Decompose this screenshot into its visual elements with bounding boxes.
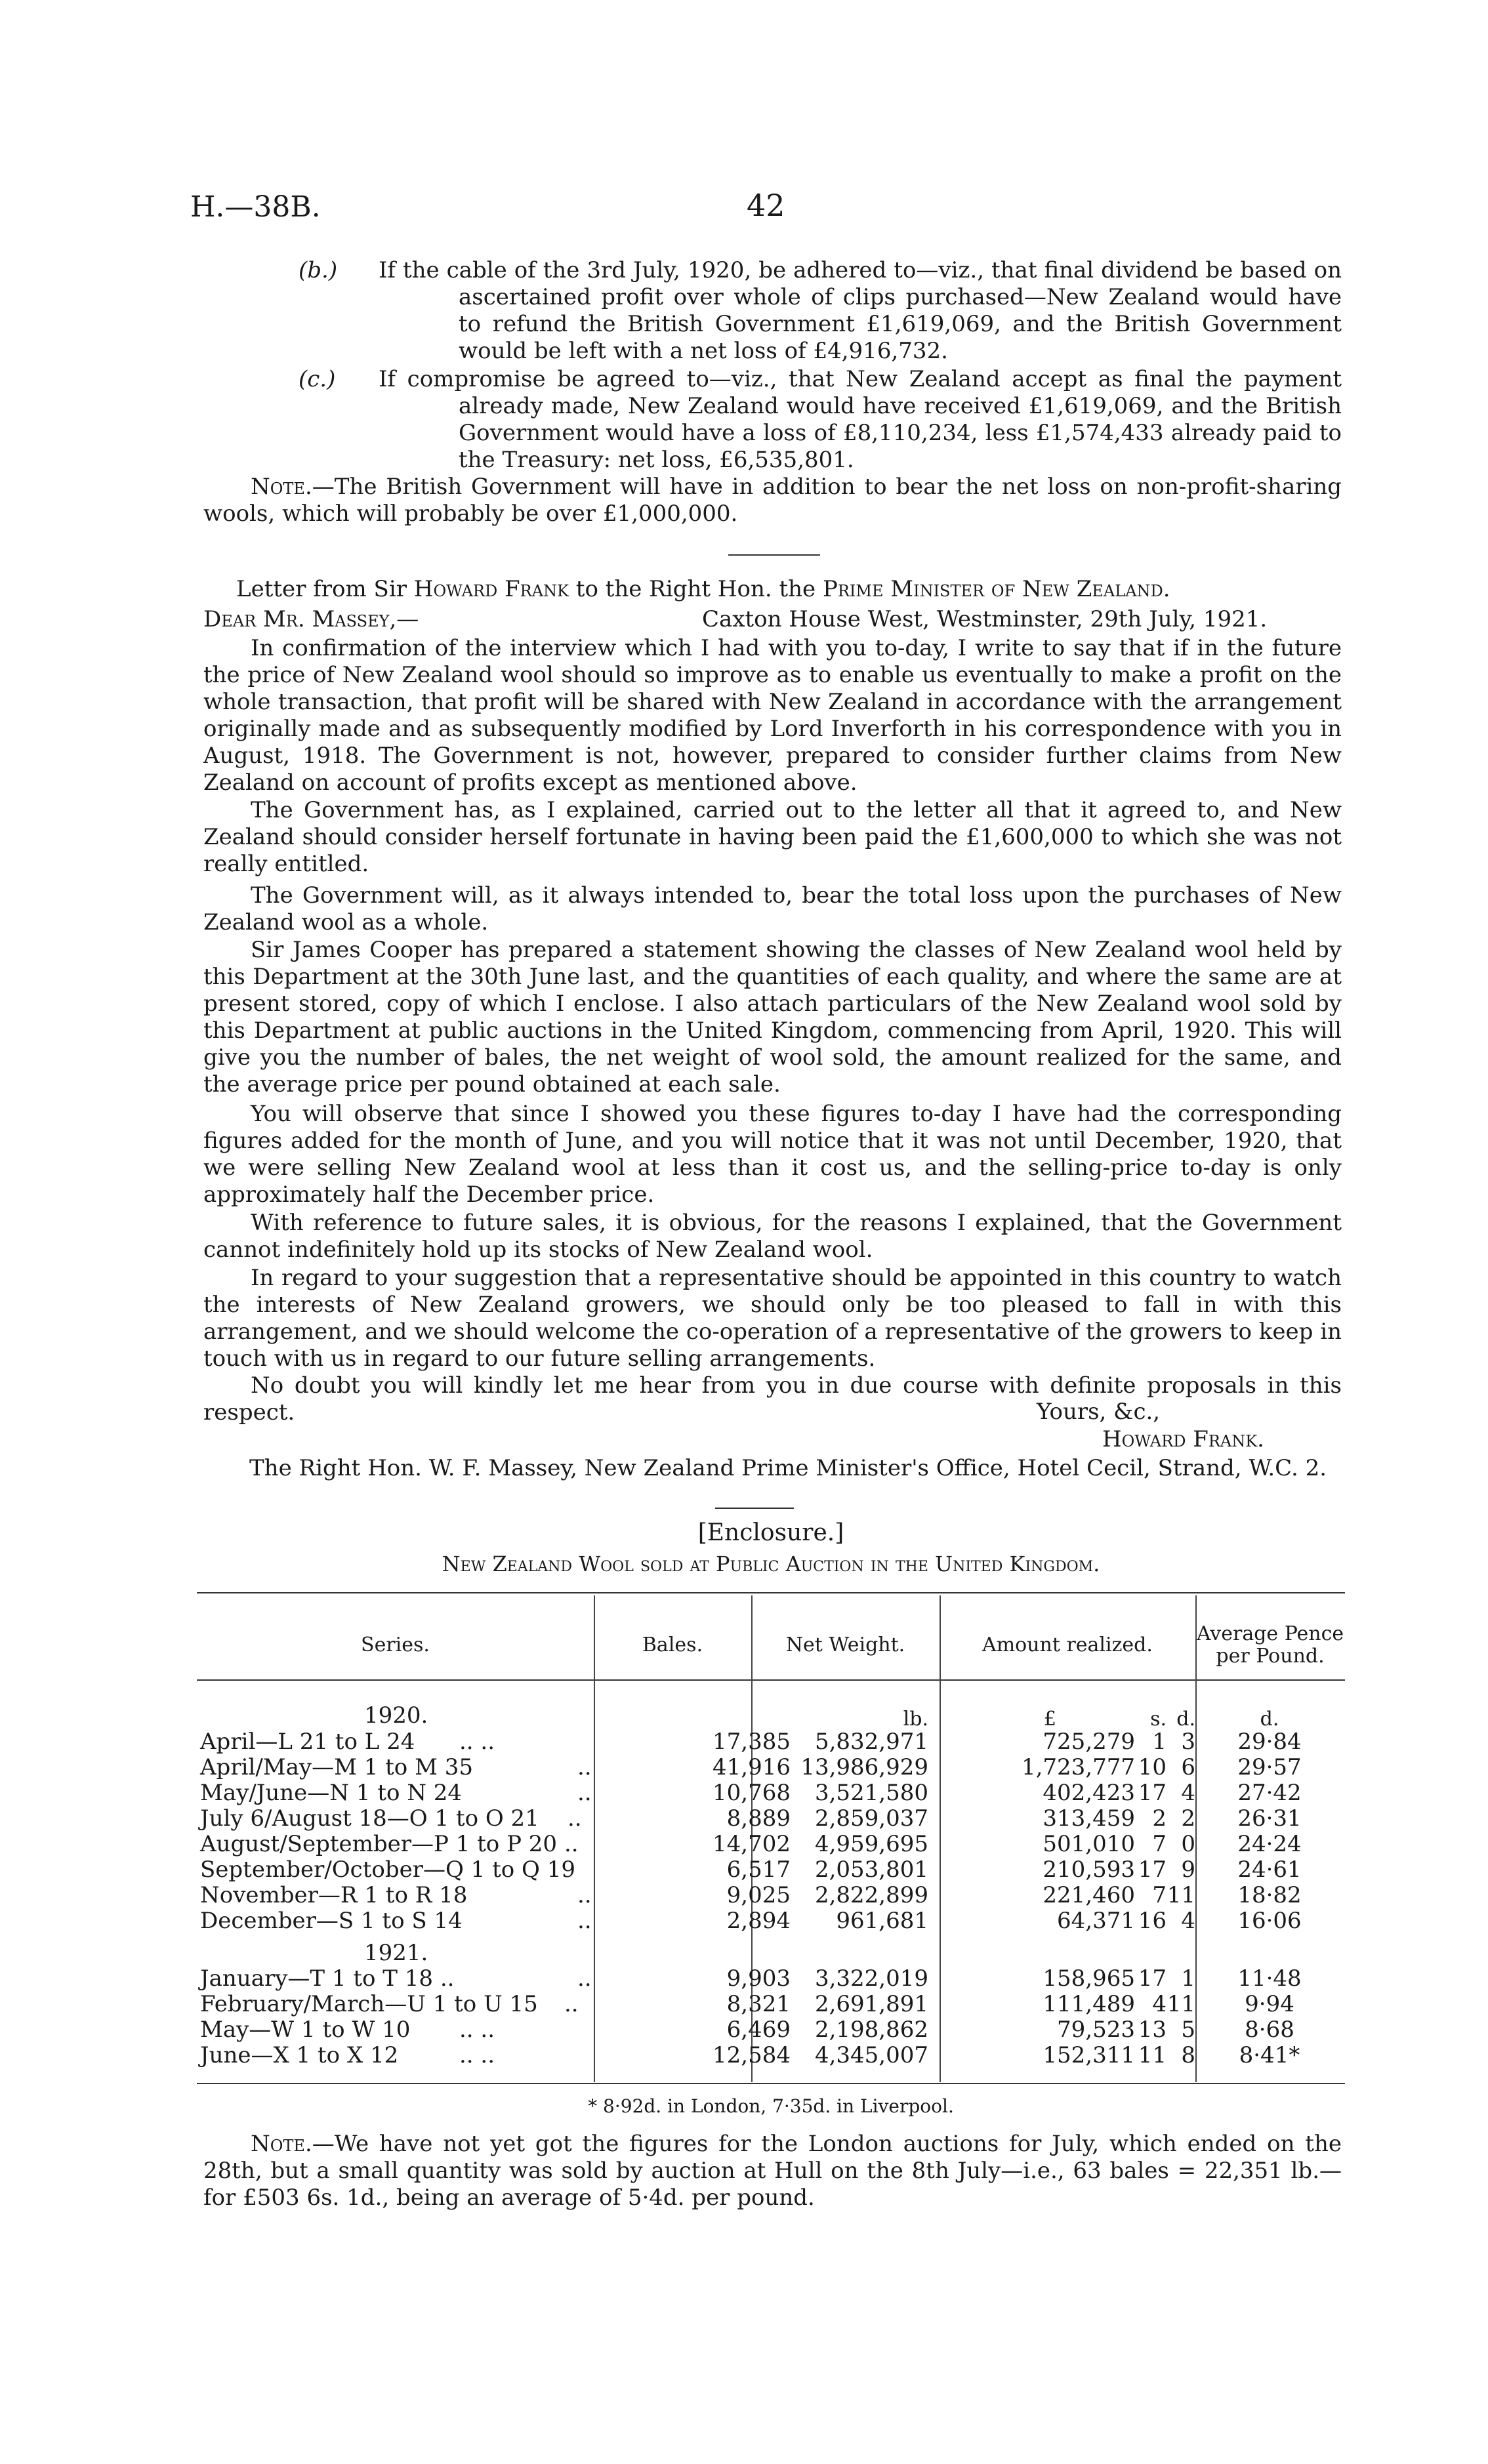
table-cell: 501,010: [1043, 1831, 1135, 1857]
table-cell: 1: [1152, 1729, 1167, 1755]
salutation: Dear Mr. Massey,—: [203, 606, 419, 632]
table-cell: 79,523: [1057, 2017, 1135, 2043]
table-cell: 17: [1138, 1857, 1167, 1883]
table-cell: 2,053,801: [814, 1857, 928, 1883]
table-footnote: * 8·92d. in London, 7·35d. in Liverpool.: [588, 2095, 954, 2117]
col-header-amount: Amount realized.: [982, 1633, 1153, 1656]
unit-average: d.: [1260, 1708, 1279, 1731]
table-cell: ..: [577, 1780, 592, 1806]
table-cell: 41,916: [713, 1754, 791, 1780]
letter-addressee: The Right Hon. W. F. Massey, New Zealand Prime Minister's Office, Hotel Cecil, Strand, W.C. 2.: [249, 1455, 1327, 1481]
table-cell: 4: [1152, 1991, 1167, 2017]
table-cell: 2,859,037: [814, 1805, 928, 1832]
note-paragraph: [203, 474, 1342, 527]
table-cell: 17: [1138, 1965, 1167, 1992]
table-row: [200, 1857, 1345, 1882]
table-cell: ..: [577, 1882, 592, 1908]
table-row: [200, 1755, 1345, 1780]
table-row: [200, 1832, 1345, 1857]
table-cell: 4,959,695: [814, 1831, 928, 1857]
table-cell: 7: [1152, 1882, 1167, 1908]
letter-paragraph: Sir James Cooper has prepared a statement showing the classes of New Zealand wool held by this Department at the 30th June last, and the quantities of each quality, and where the same are at present stored, copy of which I enclose. I also attach particulars of the New Zealand wool sold by this Department at public auctions in the United Kingdom, commencing from April, 1920. This will give you the number of bales, the net weight of wool sold, the amount realized for the same, and the average price per pound obtained at each sale.: [203, 937, 1342, 1098]
note-label: Note.: [251, 2131, 312, 2157]
clause-text: If compromise be agreed to—viz., that New Zealand accept as final the payment already made, New Zealand would have received £1,619,069, and the British Government would have a loss of £8,110,234, less £1,574,433 already paid to the Treasury: net loss, £6,535,801.: [379, 366, 1342, 473]
sender-name: Howard Frank: [413, 576, 569, 602]
unit-pounds: £: [1043, 1708, 1056, 1731]
table-cell: 3: [1181, 1729, 1195, 1755]
table-cell: 2,894: [726, 1908, 791, 1934]
clause-b: [299, 257, 1342, 365]
table-cell: 961,681: [836, 1908, 928, 1934]
table-cell: ..: [564, 1991, 579, 2017]
table-cell: April—L 21 to L 24: [200, 1729, 415, 1755]
table-cell: 6: [1181, 1754, 1195, 1780]
table-cell: September/October—Q 1 to Q 19: [200, 1857, 575, 1883]
table-cell: 5: [1181, 2017, 1195, 2043]
table-cell: .. ..: [459, 1729, 495, 1755]
table-cell: .. ..: [459, 2017, 495, 2043]
col-header-average: Average Pence per Pound.: [1196, 1622, 1344, 1668]
table-cell: 9·94: [1245, 1991, 1294, 2017]
table-row: [200, 1992, 1345, 2017]
table-cell: June—X 1 to X 12: [200, 2042, 399, 2068]
table-cell: 14,702: [713, 1831, 791, 1857]
letter-paragraph: In confirmation of the interview which I had with you to-day, I write to say that if in the future the price of New Zealand wool should so improve as to enable us eventually to make a profit on the whole transaction, that profit will be shared with New Zealand in accordance with the arrangement originally made and as subsequently modified by Lord Inverforth in his correspondence with you in August, 1918. The Government is not, however, prepared to consider further claims from New Zealand on account of profits except as mentioned above.: [203, 635, 1342, 796]
letter-paragraph: The Government has, as I explained, carried out to the letter all that it agreed to, and New Zealand should consider herself fortunate in having been paid the £1,600,000 to which she was not really entitled.: [203, 797, 1342, 877]
table-cell: 27·42: [1237, 1780, 1302, 1806]
table-cell: 6,517: [726, 1857, 791, 1883]
table-row: [200, 1780, 1345, 1805]
table-cell: 11·48: [1237, 1965, 1302, 1992]
table-cell: 2,822,899: [814, 1882, 928, 1908]
table-cell: January—T 1 to T 18 ..: [200, 1965, 455, 1992]
table-cell: 24·24: [1237, 1831, 1302, 1857]
unit-weight: lb.: [903, 1708, 928, 1731]
clause-label: (c.): [299, 366, 336, 392]
table-cell: 11: [1138, 2042, 1167, 2068]
table-cell: December—S 1 to S 14: [200, 1908, 463, 1934]
letter-address: Caxton House West, Westminster, 29th July, 1921.: [702, 606, 1268, 632]
table-row: [200, 1908, 1345, 1933]
table-cell: 11: [1167, 1882, 1195, 1908]
clause-text: If the cable of the 3rd July, 1920, be adhered to—viz., that final dividend be based on ascertained profit over whole of clips purchased—New Zealand would have to refund the British Government £1,619,069, and the British Government would be left with a net loss of £4,916,732.: [379, 257, 1342, 364]
table-cell: 3,322,019: [814, 1965, 928, 1992]
table-cell: 158,965: [1043, 1965, 1135, 1992]
table-cell: 29·57: [1237, 1754, 1302, 1780]
table-cell: 9,025: [726, 1882, 791, 1908]
table-row: [200, 1729, 1345, 1754]
table-cell: 8·41*: [1239, 2042, 1300, 2068]
note-text: —We have not yet got the figures for the London auctions for July, which ended on the 28th, but a small quantity was sold by auction at Hull on the 8th July—i.e., 63 bales = 22,351 lb.—for £503 6s. 1d., being an average of 5·4d. per pound.: [203, 2131, 1342, 2211]
year-heading: [200, 1703, 1345, 1728]
table-row: [200, 1806, 1345, 1831]
table-cell: 4: [1181, 1780, 1195, 1806]
table-row: [200, 1883, 1345, 1908]
document-reference: H.—38B.: [190, 190, 321, 224]
letter-paragraph: You will observe that since I showed you these figures to-day I have had the corresponding figures added for the month of June, and you will notice that it was not until December, 1920, that we were selling New Zealand wool at less than it cost us, and the selling-price to-day is only approximately half the December price.: [203, 1101, 1342, 1208]
table-cell: 12,584: [713, 2042, 791, 2068]
note-label: Note.: [251, 474, 312, 500]
unit-pence: d.: [1176, 1708, 1195, 1731]
letter-paragraph: With reference to future sales, it is obvious, for the reasons I explained, that the Government cannot indefinitely hold up its stocks of New Zealand wool.: [203, 1210, 1342, 1263]
table-cell: 1,723,777: [1021, 1754, 1135, 1780]
year-heading: [200, 1940, 1345, 1965]
table-cell: 210,593: [1043, 1857, 1135, 1883]
table-cell: 5,832,971: [814, 1729, 928, 1755]
table-row: [200, 2043, 1345, 2068]
letter-closing: Yours, &c.,: [1037, 1399, 1161, 1425]
table-cell: 2,198,862: [814, 2017, 928, 2043]
table-cell: 725,279: [1043, 1729, 1135, 1755]
table-cell: 9,903: [726, 1965, 791, 1992]
table-cell: 8·68: [1245, 2017, 1294, 2043]
col-header-bales: Bales.: [642, 1633, 703, 1656]
table-cell: 17: [1138, 1780, 1167, 1806]
table-cell: 24·61: [1237, 1857, 1302, 1883]
note-text: —The British Government will have in addition to bear the net loss on non-profit-sharing wools, which will probably be over £1,000,000.: [203, 474, 1342, 527]
table-cell: 152,311: [1043, 2042, 1135, 2068]
table-cell: July 6/August 18—O 1 to O 21: [200, 1805, 539, 1832]
table-cell: 13,986,929: [800, 1754, 928, 1780]
clause-c: [299, 366, 1342, 474]
letter-paragraph: The Government will, as it always intended to, bear the total loss upon the purchases of New Zealand wool as a whole.: [203, 882, 1342, 935]
letter-signature: Howard Frank.: [1102, 1426, 1264, 1452]
table-cell: 29·84: [1237, 1729, 1302, 1755]
table-cell: 0: [1181, 1831, 1195, 1857]
table-cell: May/June—N 1 to N 24: [200, 1780, 463, 1806]
table-cell: 18·82: [1237, 1882, 1302, 1908]
table-cell: 10,768: [713, 1780, 791, 1806]
note-paragraph: [203, 2131, 1342, 2211]
table-row: [200, 1966, 1345, 1991]
table-cell: 2,691,891: [814, 1991, 928, 2017]
table-cell: 16: [1138, 1908, 1167, 1934]
table-cell: ..: [577, 1754, 592, 1780]
table-cell: 9: [1181, 1857, 1195, 1883]
table-cell: ..: [564, 1831, 579, 1857]
table-cell: ..: [577, 1965, 592, 1992]
table-bottom-rule: [197, 2083, 1345, 2084]
table-cell: February/March—U 1 to U 15: [200, 1991, 538, 2017]
table-cell: 1920.: [364, 1702, 428, 1729]
recipient-title: Prime Minister of New Zealand.: [822, 576, 1170, 602]
letter-paragraph: In regard to your suggestion that a representative should be appointed in this country to watch the interests of New Zealand growers, we should only be too pleased to fall in with this arrangement, and we should welcome the co-operation of a representative of the growers to keep in touch with us in regard to our future selling arrangements.: [203, 1265, 1342, 1372]
table-cell: 64,371: [1057, 1908, 1135, 1934]
table-cell: 10: [1138, 1754, 1167, 1780]
table-cell: 3,521,580: [814, 1780, 928, 1806]
table-cell: 8,321: [726, 1991, 791, 2017]
table-cell: April/May—M 1 to M 35: [200, 1754, 473, 1780]
table-cell: 8,889: [726, 1805, 791, 1832]
table-cell: .. ..: [459, 2042, 495, 2068]
table-cell: 11: [1167, 1991, 1195, 2017]
unit-shillings: s.: [1150, 1708, 1167, 1731]
enclosure-label: [Enclosure.]: [697, 1519, 844, 1546]
table-cell: ..: [568, 1805, 582, 1832]
letter-paragraph: No doubt you will kindly let me hear from you in due course with definite proposals in this respect.: [203, 1372, 1342, 1426]
table-cell: 13: [1138, 2017, 1167, 2043]
table-cell: 2: [1181, 1805, 1195, 1832]
table-cell: 313,459: [1043, 1805, 1135, 1832]
section-divider: [728, 554, 820, 556]
letter-heading: Letter from Sir Howard Frank to the Right Hon. the Prime Minister of New Zealand.: [236, 576, 1170, 602]
table-cell: 7: [1152, 1831, 1167, 1857]
table-row: [200, 2017, 1345, 2042]
table-cell: 1: [1181, 1965, 1195, 1992]
table-cell: 2: [1152, 1805, 1167, 1832]
table-cell: 4,345,007: [814, 2042, 928, 2068]
table-cell: ..: [577, 1908, 592, 1934]
table-cell: 111,489: [1043, 1991, 1135, 2017]
table-cell: 17,385: [713, 1729, 791, 1755]
section-divider: [715, 1508, 794, 1509]
table-cell: August/September—P 1 to P 20: [200, 1831, 558, 1857]
table-cell: 8: [1181, 2042, 1195, 2068]
table-cell: 4: [1181, 1908, 1195, 1934]
table-cell: 402,423: [1043, 1780, 1135, 1806]
page-number: 42: [747, 188, 785, 223]
table-cell: May—W 1 to W 10: [200, 2017, 411, 2043]
col-header-net-weight: Net Weight.: [785, 1633, 905, 1656]
table-cell: 221,460: [1043, 1882, 1135, 1908]
table-title: New Zealand Wool sold at Public Auction in the United Kingdom.: [442, 1551, 1100, 1576]
table-cell: 1921.: [364, 1940, 428, 1966]
table-cell: November—R 1 to R 18: [200, 1882, 468, 1908]
col-header-series: Series.: [361, 1633, 430, 1656]
table-cell: 6,469: [726, 2017, 791, 2043]
table-cell: 16·06: [1237, 1908, 1302, 1934]
table-cell: 26·31: [1237, 1805, 1302, 1832]
clause-label: (b.): [299, 257, 338, 283]
table-top-rule: [197, 1592, 1345, 1593]
